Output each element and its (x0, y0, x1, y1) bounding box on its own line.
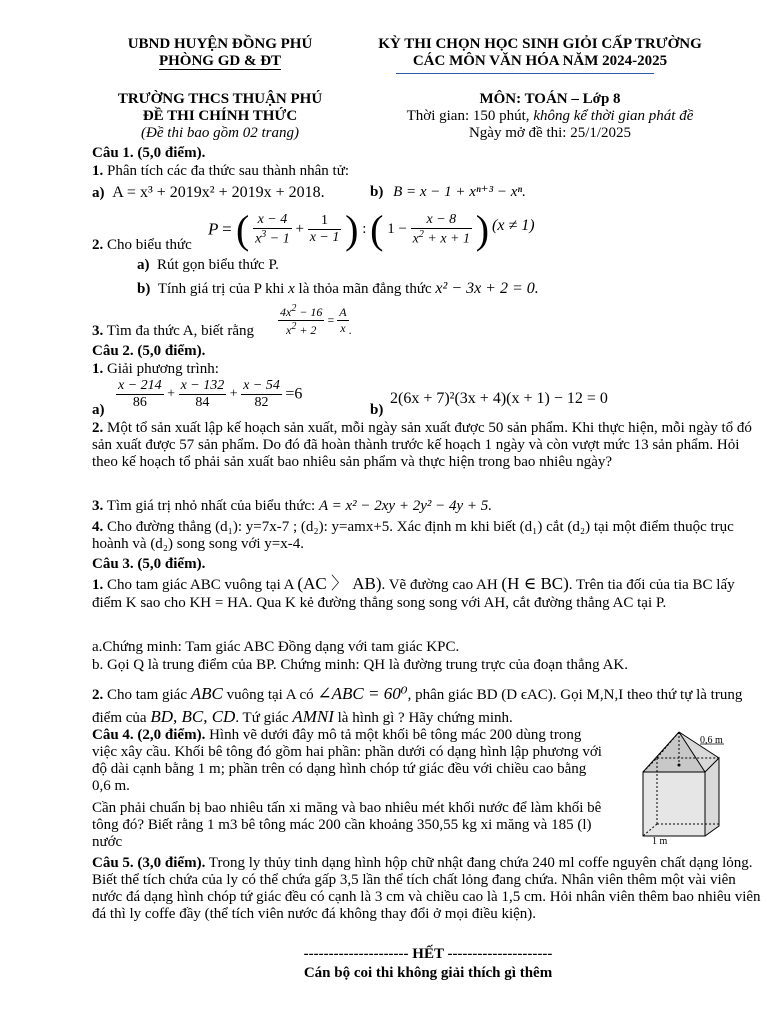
q2-eq-b: 2(6x + 7)²(3x + 4)(x + 1) − 12 = 0 (390, 390, 608, 407)
q2-p3-expression: A = x² − 2xy + 2y² − 4y + 5. (318, 498, 493, 514)
header-right (350, 36, 730, 70)
figure-label-edge: 1 m (652, 836, 668, 847)
q1-a: a) A = x³ + 2019x² + 2019x + 2018. (92, 184, 325, 201)
time-label: Thời gian: 150 phút, không kể thời gian phát đề (406, 108, 694, 124)
q1-p2b-equation: x² − 3x + 2 = 0. (435, 280, 539, 297)
q1-p2a: a) Rút gọn biểu thức P. (137, 257, 279, 273)
end-marker: --------------------- HẾT --------------------- (303, 946, 553, 962)
page-count: (Đề thi bao gồm 02 trang) (141, 125, 299, 141)
q2-p2: 2. Một tổ sản xuất lập kế hoạch sản xuất, mỗi ngày sản xuất được 50 sản phẩm. Khi thực hiện, mỗi ngày tổ đó sản xuất được 57 sản phẩm. Do đó đã hoàn thành trước kế hoạch 1 ngày và còn vượt mức 13 sản phẩm. Hỏi theo kế hoạch tổ phải sản xuất bao nhiêu sản phẩm và thực hiện trong bao nhiêu ngày? (92, 420, 752, 470)
q1-p3-equation: $\frac{4x^2 - 16}{x^2 + 2}$ = $\frac{A}{x}$ . (280, 303, 352, 337)
cube-front-face (643, 772, 705, 836)
q5-text: Câu 5. (3,0 điểm). Trong ly thủy tinh dạng hình hộp chữ nhật đang chứa 240 ml coffe nguyên chất dạng lỏng. Biết thể tích chứa của ly có thể chứa gấp 3,5 lần thể tích chất lỏng đang chứa. Nhân viên thêm một vài viên nước đá dạng hình chóp tứ giác đều có cạnh là 3 cm và chiều cao là 1,5 cm. Hỏi nhân viên thêm bao nhiêu viên đá thì ly coffe đầy (thể tích viên nước đá không thay đổi ở mọi điều kiện). (92, 855, 761, 922)
exam-subtitle: CÁC MÔN VĂN HÓA NĂM 2024-2025 (412, 53, 668, 69)
q2-eq-a: $\frac{x - 214}{86}$ + $\frac{x - 132}{84}$ + $\frac{x - 54}{82}$ =6 (118, 378, 303, 410)
q2-p3: 3. Tìm giá trị nhỏ nhất của biểu thức: A = x² − 2xy + 2y² − 4y + 5. (92, 498, 493, 514)
q3-p2: 2. Cho tam giác ABC vuông tại A có ∠ABC = 60⁰, phân giác BD (D ϵAC). Gọi M,N,I theo thứ tự là trung điểm của BD, BC, CD. Tứ giác AMNI là hình gì ? Hãy chứng minh. (92, 684, 743, 726)
q1-b: b) B = x − 1 + xⁿ⁺³ − xⁿ. (370, 184, 526, 200)
figure-label-height: 0,6 m (700, 735, 723, 746)
district-name: UBND HUYỆN ĐỒNG PHÚ (127, 36, 313, 52)
q1-title: Câu 1. (5,0 điểm). (92, 145, 206, 161)
header-underline (396, 73, 654, 74)
q3-p1a: a.Chứng minh: Tam giác ABC Đồng dạng với tam giác KPC. (92, 639, 460, 655)
p-condition: (x ≠ 1) (492, 217, 535, 234)
q1-p2: 2. Cho biểu thức (92, 237, 192, 253)
q3-p1: 1. Cho tam giác ABC vuông tại A (AC 〉 AB). Vẽ đường cao AH (H ∈ BC). Trên tia đối của tia BC lấy điểm K sao cho KH = HA. Qua K kẻ đường thẳng song song với AH, cắt đường thẳng AC tại P. (92, 574, 735, 611)
header-left (100, 36, 340, 70)
q1-p1: 1. Phân tích các đa thức sau thành nhân tử: (92, 163, 350, 179)
q1-p3: 3. Tìm đa thức A, biết rằng (92, 323, 254, 339)
p-expression: P = ( $\frac{x - 4}{x^3 - 1}$ + $\frac{1}{x - 1}$ ) : ( 1 − $\frac{x - 8}{x^2 + x + 1}$ ) (208, 207, 490, 252)
school-name: TRƯỜNG THCS THUẬN PHÚ (117, 91, 323, 107)
q4-text: Câu 4. (2,0 điểm). Hình vẽ dưới đây mô tả một khối bê tông mác 200 dùng trong việc xây cầu. Khối bê tông đó gồm hai phần: phần dưới có dạng hình lập phương với độ dài cạnh bằng 1 m; phần trên có dạng hình chóp tứ giác đều với chiều cao bằng 0,6 m. (92, 727, 602, 794)
exam-date: Ngày mở đề thi: 25/1/2025 (468, 125, 632, 141)
school-block (92, 91, 348, 142)
footer-note: Cán bộ coi thi không giải thích gì thêm (303, 965, 553, 981)
department-name: PHÒNG GD & ĐT (158, 53, 282, 69)
q2-b-label: b) (370, 402, 384, 418)
exam-title: KỲ THI CHỌN HỌC SINH GIỎI CẤP TRƯỜNG (378, 36, 702, 52)
q2-title: Câu 2. (5,0 điểm). (92, 343, 206, 359)
concrete-block-figure (612, 730, 736, 848)
official-label: ĐỀ THI CHÍNH THỨC (142, 108, 298, 124)
subject-block (360, 91, 740, 142)
q1-p2b: b) Tính giá trị của P khi x là thỏa mãn đẳng thức x² − 3x + 2 = 0. (137, 280, 539, 297)
q1-a-expression: A = x³ + 2019x² + 2019x + 2018. (112, 184, 325, 201)
q4-text2: Cần phải chuẩn bị bao nhiêu tấn xi măng và bao nhiêu mét khối nước để làm khối bê tông đó? Biết rằng 1 m3 bê tông mác 200 cần khoảng 350,55 kg xi măng và 185 (l) nước (92, 800, 602, 850)
q2-a-label: a) (92, 402, 105, 418)
q3-title: Câu 3. (5,0 điểm). (92, 556, 206, 572)
q3-p1b: b. Gọi Q là trung điểm của BP. Chứng minh: QH là đường trung trực của đoạn thẳng AK. (92, 657, 629, 673)
q2-p4: 4. Cho đường thẳng (d₁): y=7x-7 ; (d₂): y=amx+5. Xác định m khi biết (d₁) cắt (d₂) tại một điểm thuộc trục hoành và (d₂) song song với y=x-4. (92, 519, 734, 552)
subject-label: MÔN: TOÁN – Lớp 8 (479, 91, 621, 107)
q1-b-expression: B = x − 1 + xⁿ⁺³ − xⁿ. (393, 184, 526, 200)
q2-p1: 1. Giải phương trình: (92, 361, 219, 377)
